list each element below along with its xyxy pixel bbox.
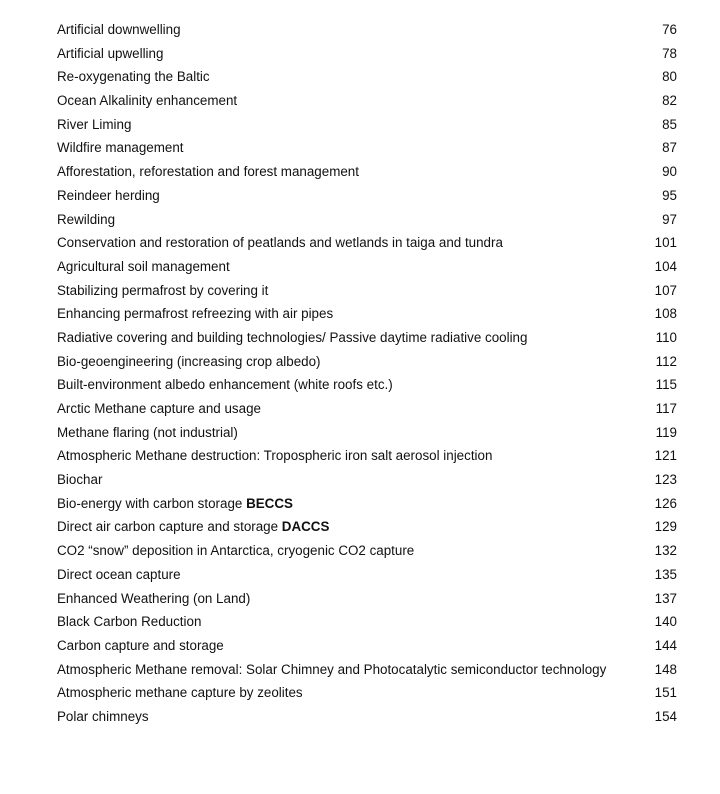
toc-entry-page: 137 — [654, 590, 677, 606]
toc-entry-page: 135 — [654, 566, 677, 582]
toc-entry[interactable] — [57, 65, 677, 89]
table-of-contents — [57, 18, 677, 729]
toc-entry[interactable] — [57, 231, 677, 255]
toc-entry-title: CO2 “snow” deposition in Antarctica, cryogenic CO2 capture — [57, 543, 415, 559]
toc-entry-title: Atmospheric Methane removal: Solar Chimney and Photocatalytic semiconductor technology — [57, 661, 607, 677]
toc-entry-title: Black Carbon Reduction — [57, 614, 202, 630]
toc-entry[interactable] — [57, 326, 677, 350]
toc-entry[interactable] — [57, 184, 677, 208]
toc-entry-page: 108 — [654, 306, 677, 322]
toc-entry-page: 123 — [654, 472, 677, 488]
toc-entry-title: Wildfire management — [57, 140, 184, 156]
toc-entry-title: Enhancing permafrost refreezing with air pipes — [57, 306, 334, 322]
toc-entry-title: Stabilizing permafrost by covering it — [57, 282, 269, 298]
toc-entry-title: Direct ocean capture — [57, 566, 181, 582]
toc-entry[interactable] — [57, 539, 677, 563]
toc-entry-title: Direct air carbon capture and storage DACCS — [57, 519, 330, 535]
toc-entry-title: Re-oxygenating the Baltic — [57, 69, 210, 85]
toc-entry[interactable] — [57, 492, 677, 516]
toc-entry-title: Agricultural soil management — [57, 258, 230, 274]
toc-entry-page: 112 — [655, 353, 677, 369]
toc-entry[interactable] — [57, 18, 677, 42]
toc-entry[interactable] — [57, 658, 677, 682]
toc-entry-title: Radiative covering and building technologies/ Passive daytime radiative cooling — [57, 329, 528, 345]
toc-entry[interactable] — [57, 279, 677, 303]
toc-entry-title: Atmospheric methane capture by zeolites — [57, 685, 303, 701]
toc-entry-title: Methane flaring (not industrial) — [57, 424, 238, 440]
toc-entry-page: 140 — [654, 614, 677, 630]
toc-entry-page: 90 — [662, 164, 677, 180]
toc-entry-page: 80 — [662, 69, 677, 85]
toc-entry[interactable] — [57, 208, 677, 232]
toc-entry[interactable] — [57, 705, 677, 729]
toc-entry[interactable] — [57, 468, 677, 492]
toc-entry[interactable] — [57, 444, 677, 468]
toc-entry-page: 129 — [654, 519, 677, 535]
toc-entry-title: Bio-geoengineering (increasing crop albedo) — [57, 353, 321, 369]
toc-entry-title: Bio-energy with carbon storage BECCS — [57, 495, 293, 511]
toc-entry-title: Conservation and restoration of peatlands and wetlands in taiga and tundra — [57, 235, 503, 251]
toc-entry-title: River Liming — [57, 116, 132, 132]
toc-entry-page: 95 — [662, 187, 677, 203]
toc-entry-page: 76 — [662, 22, 677, 37]
toc-entry-title: Ocean Alkalinity enhancement — [57, 93, 238, 109]
toc-entry-page: 101 — [654, 235, 677, 251]
toc-entry-page: 117 — [655, 401, 677, 416]
toc-entry[interactable] — [57, 587, 677, 611]
toc-entry-page: 151 — [654, 685, 677, 701]
toc-entry[interactable] — [57, 89, 677, 113]
toc-entry[interactable] — [57, 255, 677, 279]
toc-entry-page: 110 — [655, 329, 677, 345]
toc-entry-page: 148 — [654, 661, 677, 677]
toc-entry-title: Artificial upwelling — [57, 45, 164, 61]
toc-entry-page: 132 — [654, 543, 677, 559]
toc-entry[interactable] — [57, 136, 677, 160]
toc-entry-page: 82 — [662, 93, 677, 109]
toc-entry-title: Biochar — [57, 472, 103, 488]
toc-entry-title: Rewilding — [57, 211, 116, 227]
toc-entry[interactable] — [57, 681, 677, 705]
toc-entry-page: 107 — [654, 282, 677, 298]
toc-entry-page: 126 — [654, 495, 677, 511]
toc-entry[interactable] — [57, 397, 677, 421]
toc-entry-page: 115 — [655, 377, 677, 393]
toc-entry-page: 119 — [655, 424, 677, 440]
toc-entry[interactable] — [57, 350, 677, 374]
toc-entry-title: Arctic Methane capture and usage — [57, 401, 261, 416]
toc-entry-title: Polar chimneys — [57, 708, 149, 724]
toc-entry-page: 87 — [662, 140, 677, 156]
toc-entry-title: Enhanced Weathering (on Land) — [57, 590, 251, 606]
toc-entry-title: Artificial downwelling — [57, 22, 181, 37]
toc-entry[interactable] — [57, 373, 677, 397]
toc-entry[interactable] — [57, 563, 677, 587]
toc-entry[interactable] — [57, 160, 677, 184]
toc-entry-page: 78 — [662, 45, 677, 61]
toc-entry-page: 85 — [662, 116, 677, 132]
toc-entry[interactable] — [57, 302, 677, 326]
toc-entry-title: Built-environment albedo enhancement (white roofs etc.) — [57, 377, 393, 393]
toc-entry[interactable] — [57, 421, 677, 445]
toc-entry-title: Atmospheric Methane destruction: Tropospheric iron salt aerosol injection — [57, 448, 493, 464]
toc-entry-page: 154 — [654, 708, 677, 724]
toc-entry-title: Afforestation, reforestation and forest management — [57, 164, 359, 180]
toc-entry-page: 121 — [654, 448, 677, 464]
toc-entry[interactable] — [57, 634, 677, 658]
toc-entry[interactable] — [57, 515, 677, 539]
toc-entry-page: 104 — [654, 258, 677, 274]
toc-entry-page: 97 — [662, 211, 677, 227]
toc-entry[interactable] — [57, 113, 677, 137]
toc-entry-page: 144 — [654, 637, 677, 653]
toc-entry-title: Reindeer herding — [57, 187, 160, 203]
toc-entry-title: Carbon capture and storage — [57, 637, 224, 653]
toc-entry[interactable] — [57, 610, 677, 634]
toc-entry[interactable] — [57, 42, 677, 66]
